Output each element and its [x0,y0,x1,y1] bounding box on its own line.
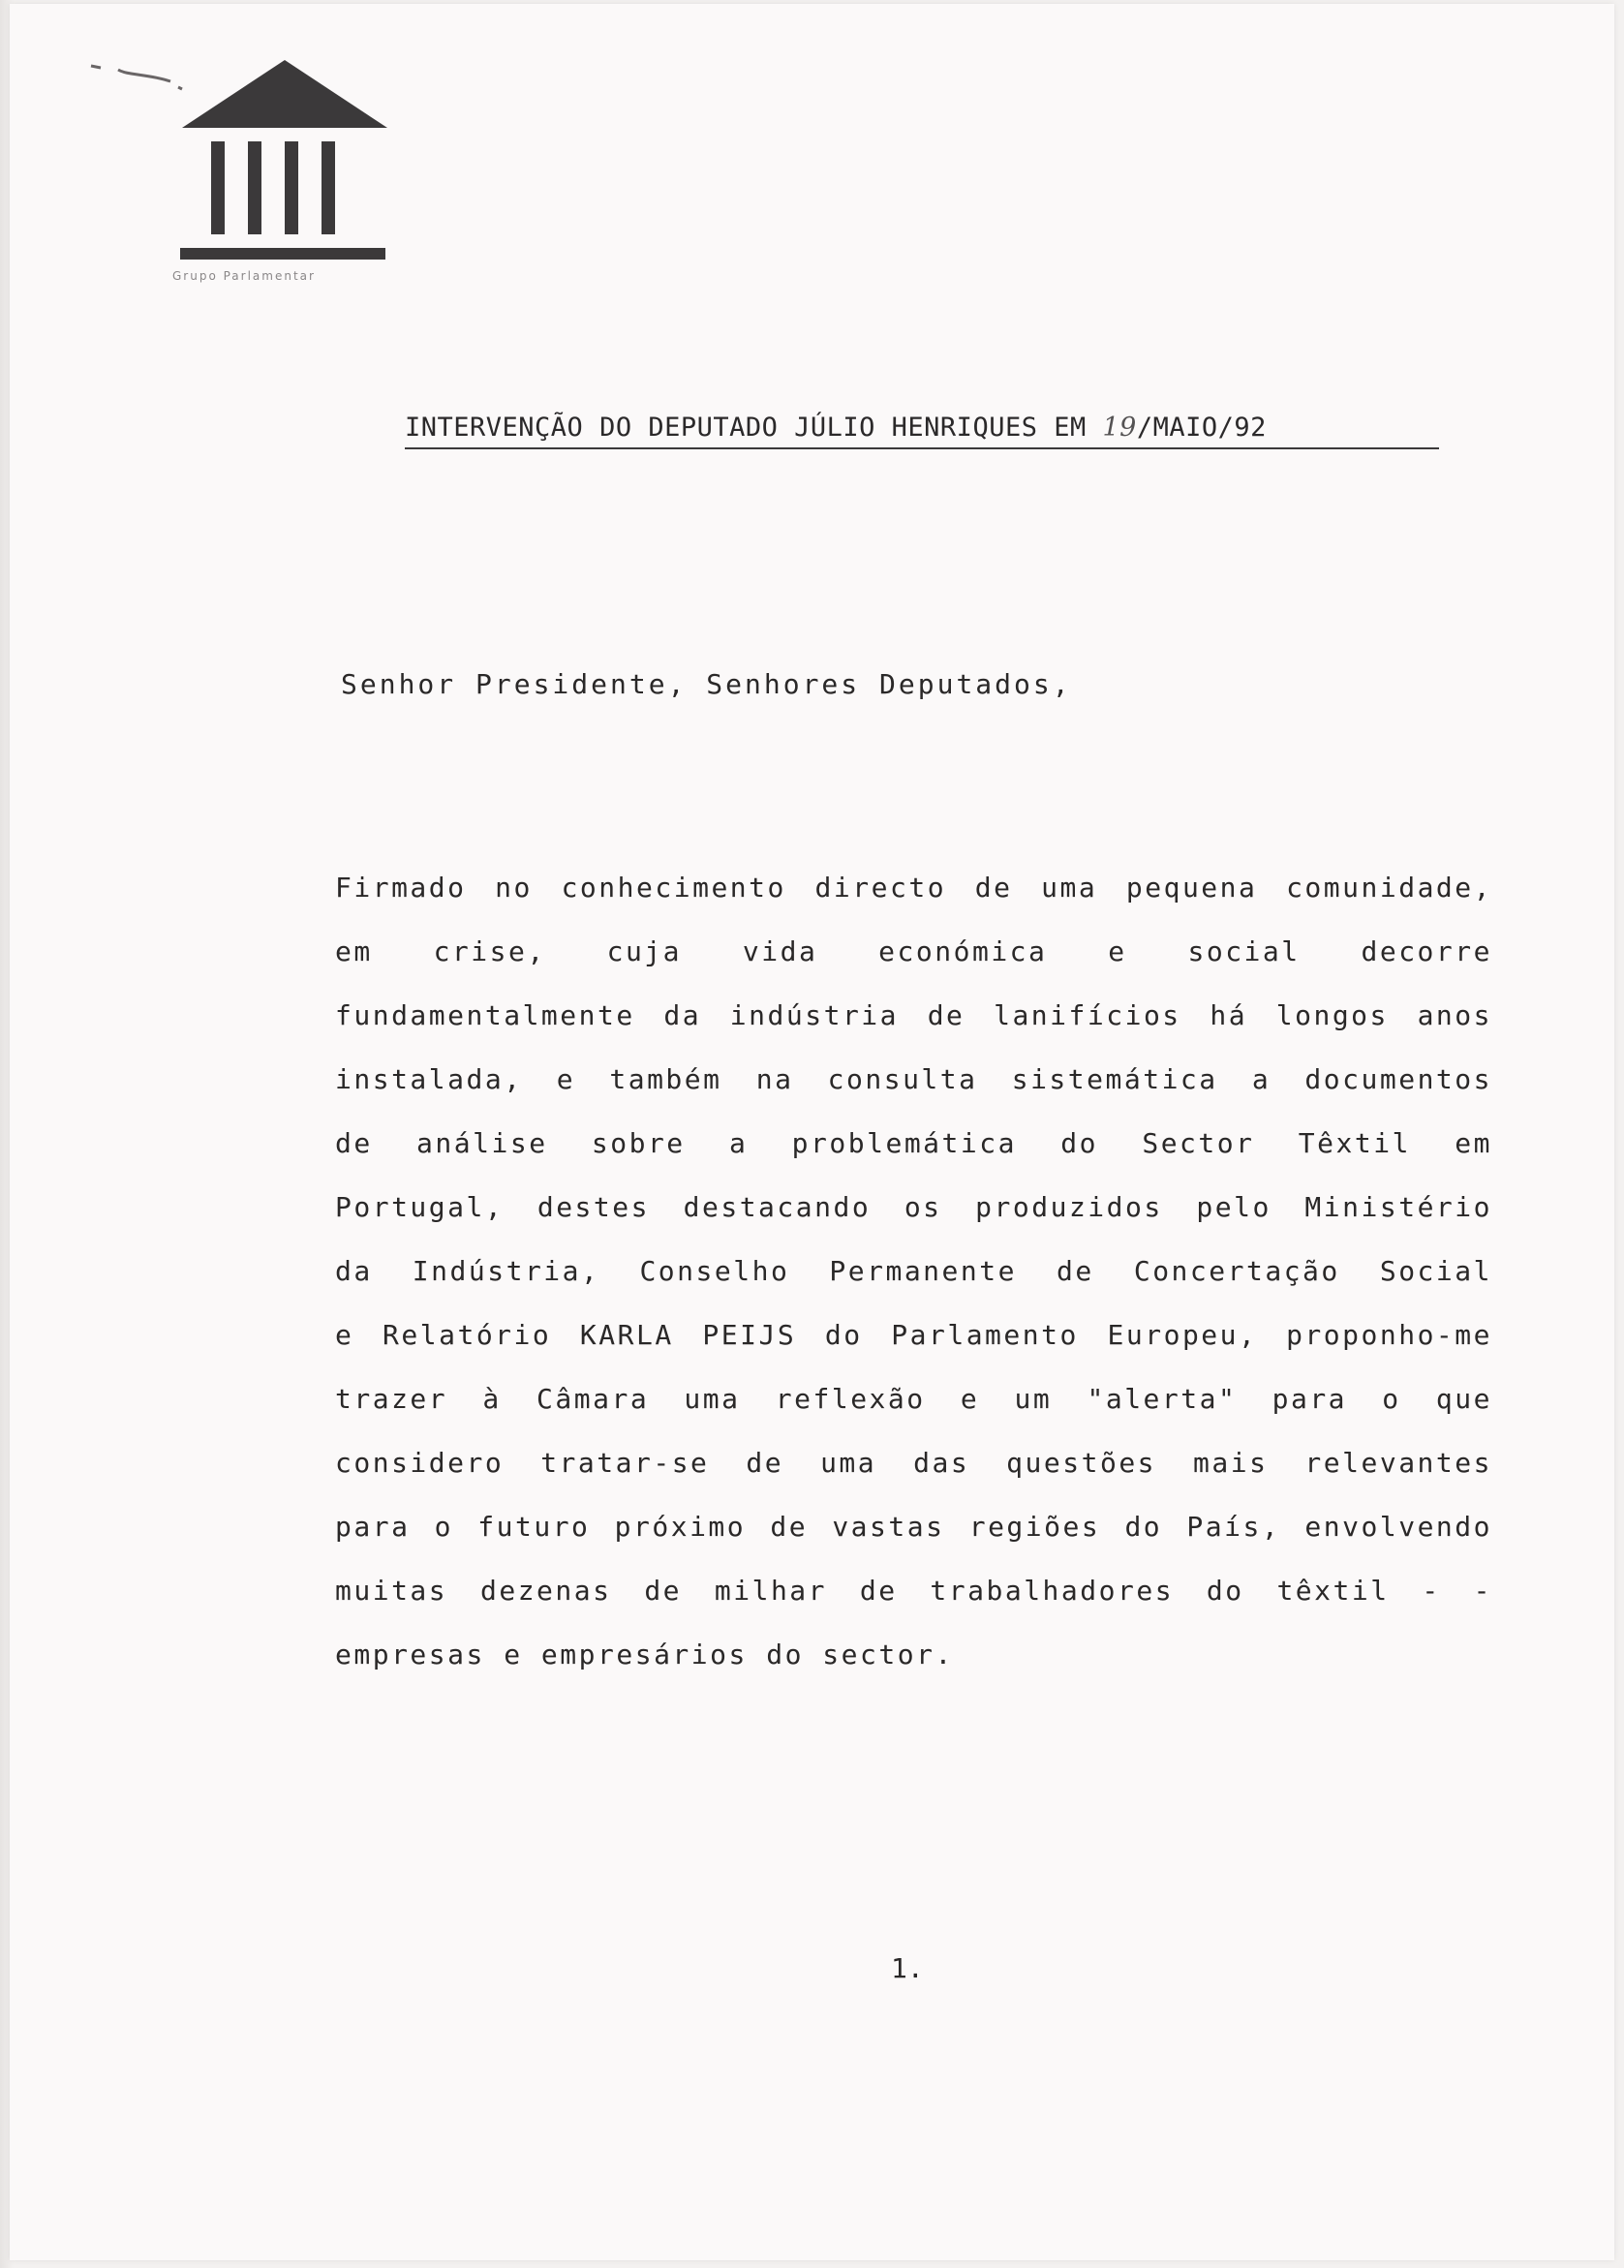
body-line: muitas dezenas de milhar de trabalhadores do têxtil - - [335,1575,1492,1607]
salutation: Senhor Presidente, Senhores Deputados, [341,668,1072,700]
emblem-roof [182,60,387,128]
title-suffix: /MAIO/92 [1136,413,1267,443]
body-paragraph [335,856,1492,1687]
body-line: de análise sobre a problemática do Sector Têxtil em [335,1127,1492,1159]
body-line: fundamentalmente da indústria de lanifícios há longos anos [335,999,1492,1031]
emblem-column [211,141,225,234]
body-line: instalada, e também na consulta sistemática a documentos [335,1063,1492,1095]
handwritten-day: 19 [1102,413,1137,443]
emblem-column [322,141,335,234]
body-line: trazer à Câmara uma reflexão e um "alerta" para o que [335,1383,1492,1415]
body-line: em crise, cuja vida económica e social decorre [335,935,1492,967]
body-line: empresas e empresários do sector. [335,1639,954,1670]
emblem-base [180,248,385,260]
emblem-caption: Grupo Parlamentar [172,269,316,283]
body-line: da Indústria, Conselho Permanente de Concertação Social [335,1255,1492,1287]
body-line: e Relatório KARLA PEIJS do Parlamento Europeu, proponho-me [335,1319,1492,1351]
title-text: INTERVENÇÃO DO DEPUTADO JÚLIO HENRIQUES EM [405,413,1087,443]
body-line: para o futuro próximo de vastas regiões do País, envolvendo [335,1511,1492,1543]
title-underline [405,447,1439,449]
emblem-column [285,141,298,234]
page-number: 1. [891,1952,924,1984]
emblem-column [248,141,261,234]
body-line: Portugal, destes destacando os produzidos pelo Ministério [335,1191,1492,1223]
parliament-emblem-icon [182,60,387,273]
body-line: Firmado no conhecimento directo de uma pequena comunidade, [335,872,1492,904]
page-title [405,413,1267,443]
body-line: considero tratar-se de uma das questões mais relevantes [335,1447,1492,1479]
